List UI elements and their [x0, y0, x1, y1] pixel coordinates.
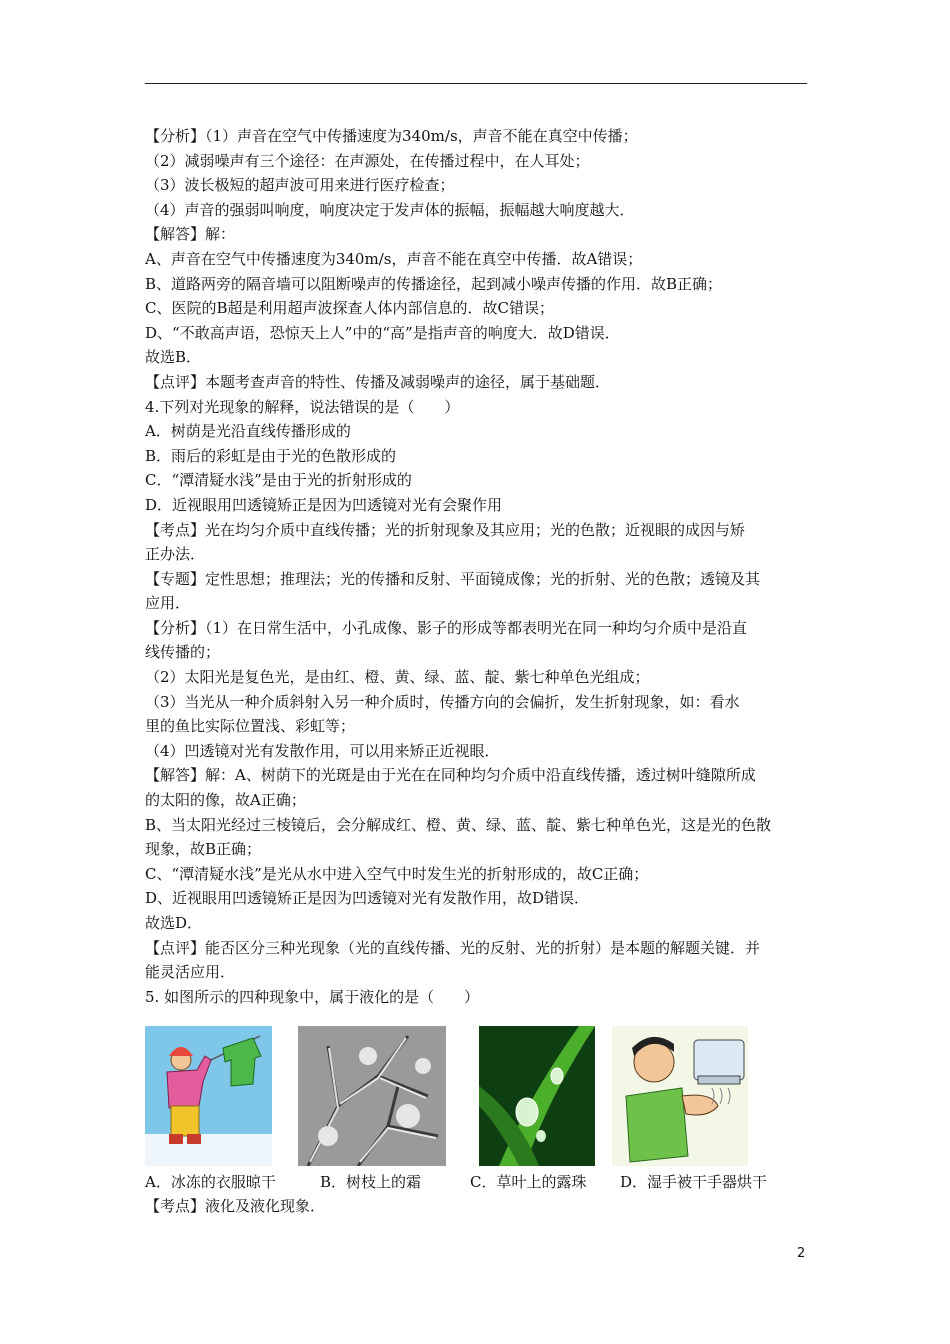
- text-line: B、道路两旁的隔音墙可以阻断噪声的传播途径，起到减小噪声传播的作用．故B正确；: [145, 274, 723, 293]
- text-line: 能灵活应用．: [145, 963, 236, 982]
- question-5: 5. 如图所示的四种现象中，属于液化的是（ ）: [145, 987, 480, 1006]
- text-line: 【分析】（1）在日常生活中，小孔成像、影子的形成等都表明光在同一种均匀介质中是沿直: [145, 618, 748, 637]
- text-line: 里的鱼比实际位置浅、彩虹等；: [145, 717, 356, 736]
- frozen-clothes-image: [145, 1026, 272, 1166]
- option-b: B．雨后的彩虹是由于光的色散形成的: [145, 446, 397, 465]
- question-4: 4.下列对光现象的解释，说法错误的是（ ）: [145, 397, 460, 416]
- text-line: D、近视眼用凹透镜矫正是因为凹透镜对光有发散作用，故D错误．: [145, 889, 590, 908]
- text-line: （2）减弱噪声有三个途径：在声源处，在传播过程中，在人耳处；: [145, 151, 590, 170]
- text-line: 正办法．: [145, 545, 206, 564]
- frosted-branches-image: [298, 1026, 446, 1166]
- text-line: 【点评】能否区分三种光现象（光的直线传播、光的反射、光的折射）是本题的解题关键．并: [145, 938, 761, 957]
- text-line: A、声音在空气中传播速度为340m/s，声音不能在真空中传播．故A错误；: [145, 249, 643, 268]
- text-line: B、当太阳光经过三棱镜后，会分解成红、橙、黄、绿、蓝、靛、紫七种单色光，这是光的色散: [145, 815, 772, 834]
- option-a: A．树荫是光沿直线传播形成的: [145, 422, 351, 441]
- text-line: 现象，故B正确；: [145, 840, 262, 859]
- text-line: 【分析】（1）声音在空气中传播速度为340m/s，声音不能在真空中传播；: [145, 127, 638, 145]
- option-d: D．近视眼用凹透镜矫正是因为凹透镜对光有会聚作用: [145, 495, 503, 514]
- text-line: C、“潭清疑水浅”是光从水中进入空气中时发生光的折射形成的，故C正确；: [145, 864, 649, 883]
- text-line: 的太阳的像，故A正确；: [145, 791, 306, 810]
- caption-d: D．湿手被干手器烘干: [620, 1173, 768, 1191]
- text-line: （2）太阳光是复色光，是由红、橙、黄、绿、蓝、靛、紫七种单色光组成；: [145, 668, 650, 687]
- hand-dryer-image: [612, 1026, 748, 1166]
- text-line: 【点评】本题考查声音的特性、传播及减弱噪声的途径，属于基础题．: [145, 372, 611, 391]
- text-line: 线传播的；: [145, 643, 221, 662]
- dew-on-grass-image: [479, 1026, 595, 1166]
- header-rule: [145, 83, 807, 84]
- figure-captions: [145, 1170, 810, 1194]
- document-body: [145, 124, 810, 1009]
- text-line: （4）凹透镜对光有发散作用，可以用来矫正近视眼．: [145, 741, 500, 760]
- text-line: （4）声音的强弱叫响度，响度决定于发声体的振幅，振幅越大响度越大．: [145, 200, 635, 219]
- text-line: 【考点】液化及液化现象．: [145, 1197, 326, 1215]
- caption-b: B．树枝上的霜: [320, 1173, 422, 1191]
- text-line: 故选B．: [145, 348, 202, 367]
- option-c: C．“潭清疑水浅”是由于光的折射形成的: [145, 471, 412, 490]
- caption-a: A．冰冻的衣服晾干: [145, 1173, 276, 1191]
- text-line: 【考点】光在均匀介质中直线传播；光的折射现象及其应用；光的色散；近视眼的成因与矫: [145, 520, 746, 539]
- text-line: 应用．: [145, 594, 191, 613]
- text-line: （3）波长极短的超声波可用来进行医疗检查；: [145, 176, 455, 195]
- text-line: 【解答】解：: [145, 225, 236, 244]
- caption-c: C．草叶上的露珠: [470, 1173, 587, 1191]
- text-line: 【专题】定性思想；推理法；光的传播和反射、平面镜成像；光的折射、光的色散；透镜及其: [145, 569, 761, 588]
- figure-row: [145, 1026, 810, 1168]
- text-line: （3）当光从一种介质斜射入另一种介质时，传播方向的会偏折，发生折射现象，如：看水: [145, 692, 740, 711]
- text-line: 故选D．: [145, 914, 203, 932]
- text-line: C、医院的B超是利用超声波探查人体内部信息的．故C错误；: [145, 299, 554, 318]
- page-number: 2: [797, 1246, 806, 1261]
- text-line: 【解答】解：A、树荫下的光斑是由于光在在同种均匀介质中沿直线传播，透过树叶缝隙所成: [145, 766, 756, 785]
- text-line: D、“不敢高声语，恐惊天上人”中的“高”是指声音的响度大．故D错误．: [145, 323, 620, 342]
